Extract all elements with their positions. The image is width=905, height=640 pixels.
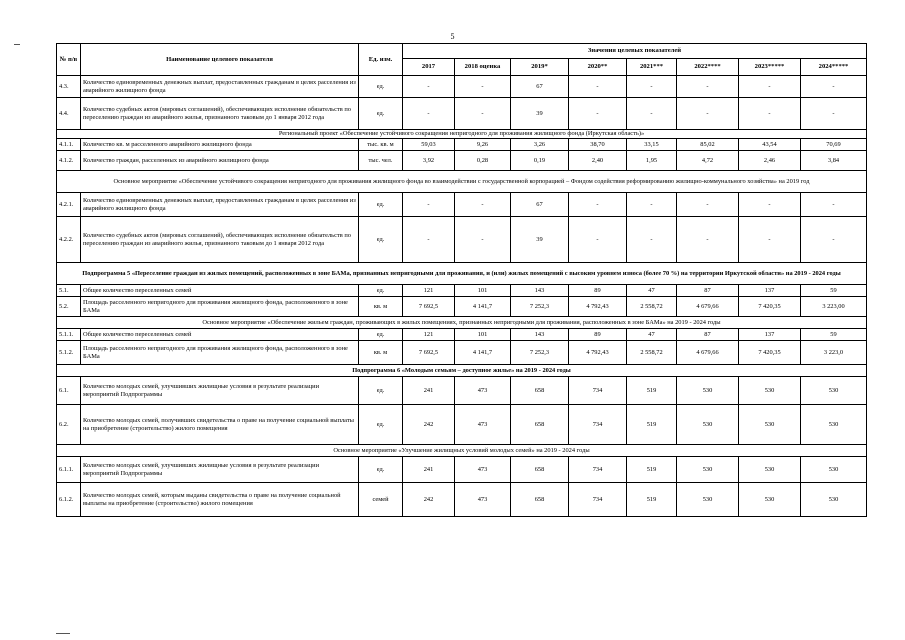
value-cell: 241 — [403, 457, 455, 483]
section-title: Региональный проект «Обеспечение устойчивого сокращения непригодного для проживания жилищного фонда (Иркутская область)» — [57, 130, 867, 139]
unit-of-measure: ед. — [359, 405, 403, 445]
value-cell: - — [403, 193, 455, 217]
row-number: 6.1.2. — [57, 483, 81, 517]
row-number: 4.1.2. — [57, 151, 81, 171]
unit-of-measure: ед. — [359, 377, 403, 405]
value-cell: 519 — [627, 377, 677, 405]
value-cell: - — [569, 193, 627, 217]
value-cell: 4 792,43 — [569, 297, 627, 317]
value-cell: 3,84 — [801, 151, 867, 171]
value-cell: 658 — [511, 405, 569, 445]
indicator-name: Количество молодых семей, улучшивших жилищные условия в результате реализации мероприятий Подпрограммы — [81, 457, 359, 483]
value-cell: 530 — [677, 457, 739, 483]
value-cell: 85,02 — [677, 139, 739, 151]
value-cell: - — [627, 193, 677, 217]
table-row — [57, 329, 867, 341]
header-values-group: Значения целевых показателей — [403, 44, 867, 59]
value-cell: - — [677, 217, 739, 263]
indicator-name: Общее количество переселенных семей — [81, 285, 359, 297]
value-cell: 734 — [569, 457, 627, 483]
value-cell: 473 — [455, 405, 511, 445]
value-cell: 4 141,7 — [455, 297, 511, 317]
table-row — [57, 285, 867, 297]
value-cell: 4 679,66 — [677, 341, 739, 365]
value-cell: 530 — [739, 483, 801, 517]
unit-of-measure: кв. м — [359, 341, 403, 365]
indicator-name: Количество судебных актов (мировых соглашений), обеспечивающих исполнение обязательств по переселению граждан из аварийного жилья, признанного таковым до 1 января 2012 года — [81, 98, 359, 130]
value-cell: - — [455, 76, 511, 98]
target-indicators-table — [56, 43, 867, 517]
value-cell: 1,95 — [627, 151, 677, 171]
header-year: 2023***** — [739, 59, 801, 76]
unit-of-measure: тыс. кв. м — [359, 139, 403, 151]
value-cell: 530 — [801, 457, 867, 483]
indicator-name: Количество кв. м расселенного аварийного жилищного фонда — [81, 139, 359, 151]
unit-of-measure: кв. м — [359, 297, 403, 317]
value-cell: 87 — [677, 329, 739, 341]
value-cell: - — [801, 76, 867, 98]
indicator-name: Количество молодых семей, получивших свидетельства о праве на получение социальной выплаты на приобретение (строительство) жилого помещения — [81, 405, 359, 445]
value-cell: 530 — [739, 377, 801, 405]
value-cell: 87 — [677, 285, 739, 297]
value-cell: 530 — [677, 377, 739, 405]
value-cell: - — [569, 98, 627, 130]
value-cell: 242 — [403, 405, 455, 445]
section-title: Основное мероприятие «Обеспечение устойчивого сокращения непригодного для проживания жилищного фонда во взаимодействии с государственной корпорацией – Фондом содействия реформированию жилищно-коммунального хозяйства» на 2019 год — [57, 171, 867, 193]
value-cell: 530 — [801, 483, 867, 517]
value-cell: 658 — [511, 377, 569, 405]
indicator-name: Количество единовременных денежных выплат, предоставленных гражданам в целях расселения из аварийного жилищного фонда — [81, 193, 359, 217]
unit-of-measure: семей — [359, 483, 403, 517]
header-name: Наименование целевого показателя — [81, 44, 359, 76]
section-row — [57, 171, 867, 193]
value-cell: - — [455, 217, 511, 263]
section-title: Подпрограмма 5 «Переселение граждан из жилых помещений, расположенных в зоне БАМа, признанных непригодными для проживания, и (или) жилых помещений с высоким уровнем износа (более 70 %) на территории Иркутской области» на 2019 - 2024 годы — [57, 263, 867, 285]
unit-of-measure: ед. — [359, 285, 403, 297]
table-row — [57, 217, 867, 263]
value-cell: 3 223,0 — [801, 341, 867, 365]
table-row — [57, 483, 867, 517]
value-cell: 0,28 — [455, 151, 511, 171]
value-cell: - — [739, 98, 801, 130]
value-cell: 734 — [569, 483, 627, 517]
header-year: 2018 оценка — [455, 59, 511, 76]
value-cell: 241 — [403, 377, 455, 405]
value-cell: 39 — [511, 98, 569, 130]
page-number: 5 — [450, 32, 455, 41]
value-cell: 47 — [627, 285, 677, 297]
unit-of-measure: тыс. чел. — [359, 151, 403, 171]
value-cell: 59,03 — [403, 139, 455, 151]
value-cell: 2 558,72 — [627, 297, 677, 317]
value-cell: 137 — [739, 285, 801, 297]
value-cell: 47 — [627, 329, 677, 341]
indicator-name: Количество молодых семей, которым выданы свидетельства о праве на получение социальной выплаты на приобретение (строительство) жилого помещения — [81, 483, 359, 517]
value-cell: 658 — [511, 483, 569, 517]
row-number: 4.2.1. — [57, 193, 81, 217]
indicator-name: Общее количество переселенных семей — [81, 329, 359, 341]
value-cell: 137 — [739, 329, 801, 341]
table-row — [57, 139, 867, 151]
header-row-top — [57, 44, 867, 59]
value-cell: 2,46 — [739, 151, 801, 171]
value-cell: 473 — [455, 457, 511, 483]
value-cell: 3 223,00 — [801, 297, 867, 317]
section-title: Подпрограмма 6 «Молодым семьям – доступное жилье» на 2019 - 2024 годы — [57, 365, 867, 377]
value-cell: 2,40 — [569, 151, 627, 171]
section-title: Основное мероприятие «Обеспечение жильем граждан, проживающих в жилых помещениях, признанных непригодными для проживания, расположенных в зоне БАМа» на 2019 - 2024 годы — [57, 317, 867, 329]
row-number: 4.2.2. — [57, 217, 81, 263]
value-cell: - — [801, 217, 867, 263]
table-row — [57, 405, 867, 445]
row-number: 6.2. — [57, 405, 81, 445]
value-cell: - — [627, 98, 677, 130]
row-number: 5.1. — [57, 285, 81, 297]
value-cell: 9,26 — [455, 139, 511, 151]
bottom-margin-mark — [56, 633, 70, 634]
left-margin-mark — [14, 44, 20, 45]
value-cell: - — [677, 76, 739, 98]
row-number: 4.1.1. — [57, 139, 81, 151]
value-cell: 519 — [627, 405, 677, 445]
value-cell: 7 252,3 — [511, 297, 569, 317]
value-cell: - — [627, 76, 677, 98]
value-cell: 0,19 — [511, 151, 569, 171]
unit-of-measure: ед. — [359, 329, 403, 341]
value-cell: 734 — [569, 405, 627, 445]
value-cell: 4 141,7 — [455, 341, 511, 365]
header-year: 2017 — [403, 59, 455, 76]
value-cell: 519 — [627, 483, 677, 517]
value-cell: 59 — [801, 329, 867, 341]
value-cell: 7 252,3 — [511, 341, 569, 365]
value-cell: 101 — [455, 285, 511, 297]
indicator-name: Количество молодых семей, улучшивших жилищные условия в результате реализации мероприятий Подпрограммы — [81, 377, 359, 405]
value-cell: 734 — [569, 377, 627, 405]
value-cell: 473 — [455, 377, 511, 405]
table-body — [57, 76, 867, 517]
value-cell: - — [739, 193, 801, 217]
unit-of-measure: ед. — [359, 193, 403, 217]
row-number: 6.1.1. — [57, 457, 81, 483]
indicator-name: Количество граждан, расселенных из аварийного жилищного фонда — [81, 151, 359, 171]
row-number: 4.3. — [57, 76, 81, 98]
value-cell: 3,92 — [403, 151, 455, 171]
value-cell: 519 — [627, 457, 677, 483]
table-row — [57, 151, 867, 171]
table-row — [57, 98, 867, 130]
value-cell: - — [739, 217, 801, 263]
value-cell: 7 692,5 — [403, 341, 455, 365]
row-number: 6.1. — [57, 377, 81, 405]
value-cell: 33,15 — [627, 139, 677, 151]
value-cell: - — [801, 98, 867, 130]
section-row — [57, 317, 867, 329]
row-number: 5.1.1. — [57, 329, 81, 341]
value-cell: - — [455, 193, 511, 217]
row-number: 5.1.2. — [57, 341, 81, 365]
indicator-name: Площадь расселенного непригодного для проживания жилищного фонда, расположенного в зоне БАМа — [81, 341, 359, 365]
value-cell: 4,72 — [677, 151, 739, 171]
value-cell: 143 — [511, 285, 569, 297]
header-year: 2020** — [569, 59, 627, 76]
indicator-name: Площадь расселенного непригодного для проживания жилищного фонда, расположенного в зоне БАМа — [81, 297, 359, 317]
header-year: 2019* — [511, 59, 569, 76]
value-cell: - — [627, 217, 677, 263]
unit-of-measure: ед. — [359, 217, 403, 263]
table-row — [57, 193, 867, 217]
value-cell: 121 — [403, 329, 455, 341]
table-row — [57, 76, 867, 98]
value-cell: 7 420,35 — [739, 297, 801, 317]
unit-of-measure: ед. — [359, 457, 403, 483]
value-cell: - — [677, 98, 739, 130]
value-cell: 7 692,5 — [403, 297, 455, 317]
value-cell: 101 — [455, 329, 511, 341]
value-cell: 4 792,43 — [569, 341, 627, 365]
header-num: № п/в — [57, 44, 81, 76]
value-cell: 473 — [455, 483, 511, 517]
value-cell: 89 — [569, 329, 627, 341]
value-cell: 658 — [511, 457, 569, 483]
value-cell: 530 — [677, 483, 739, 517]
header-year: 2024***** — [801, 59, 867, 76]
value-cell: 67 — [511, 76, 569, 98]
value-cell: 3,26 — [511, 139, 569, 151]
indicator-name: Количество единовременных денежных выплат, предоставленных гражданам в целях расселения из аварийного жилищного фонда — [81, 76, 359, 98]
value-cell: - — [739, 76, 801, 98]
section-row — [57, 130, 867, 139]
value-cell: 43,54 — [739, 139, 801, 151]
value-cell: 89 — [569, 285, 627, 297]
value-cell: - — [569, 217, 627, 263]
value-cell: - — [801, 193, 867, 217]
value-cell: 530 — [739, 457, 801, 483]
value-cell: 7 420,35 — [739, 341, 801, 365]
unit-of-measure: ед. — [359, 98, 403, 130]
value-cell: 242 — [403, 483, 455, 517]
value-cell: 4 679,66 — [677, 297, 739, 317]
table-row — [57, 341, 867, 365]
value-cell: 59 — [801, 285, 867, 297]
value-cell: 143 — [511, 329, 569, 341]
value-cell: 67 — [511, 193, 569, 217]
value-cell: 530 — [677, 405, 739, 445]
section-title: Основное мероприятие «Улучшение жилищных условий молодых семей» на 2019 - 2024 годы — [57, 445, 867, 457]
section-row — [57, 263, 867, 285]
value-cell: 121 — [403, 285, 455, 297]
value-cell: - — [455, 98, 511, 130]
value-cell: - — [569, 76, 627, 98]
section-row — [57, 445, 867, 457]
value-cell: - — [677, 193, 739, 217]
header-year: 2022**** — [677, 59, 739, 76]
value-cell: 530 — [801, 377, 867, 405]
unit-of-measure: ед. — [359, 76, 403, 98]
table-row — [57, 297, 867, 317]
value-cell: 2 558,72 — [627, 341, 677, 365]
value-cell: 530 — [739, 405, 801, 445]
table-row — [57, 457, 867, 483]
header-year: 2021*** — [627, 59, 677, 76]
value-cell: 530 — [801, 405, 867, 445]
section-row — [57, 365, 867, 377]
table-row — [57, 377, 867, 405]
row-number: 4.4. — [57, 98, 81, 130]
value-cell: - — [403, 76, 455, 98]
row-number: 5.2. — [57, 297, 81, 317]
value-cell: 70,69 — [801, 139, 867, 151]
value-cell: - — [403, 217, 455, 263]
header-unit: Ед. изм. — [359, 44, 403, 76]
value-cell: 38,70 — [569, 139, 627, 151]
value-cell: - — [403, 98, 455, 130]
indicator-name: Количество судебных актов (мировых соглашений), обеспечивающих исполнение обязательств по переселению граждан из аварийного жилья, признанного таковым до 1 января 2012 года — [81, 217, 359, 263]
value-cell: 39 — [511, 217, 569, 263]
